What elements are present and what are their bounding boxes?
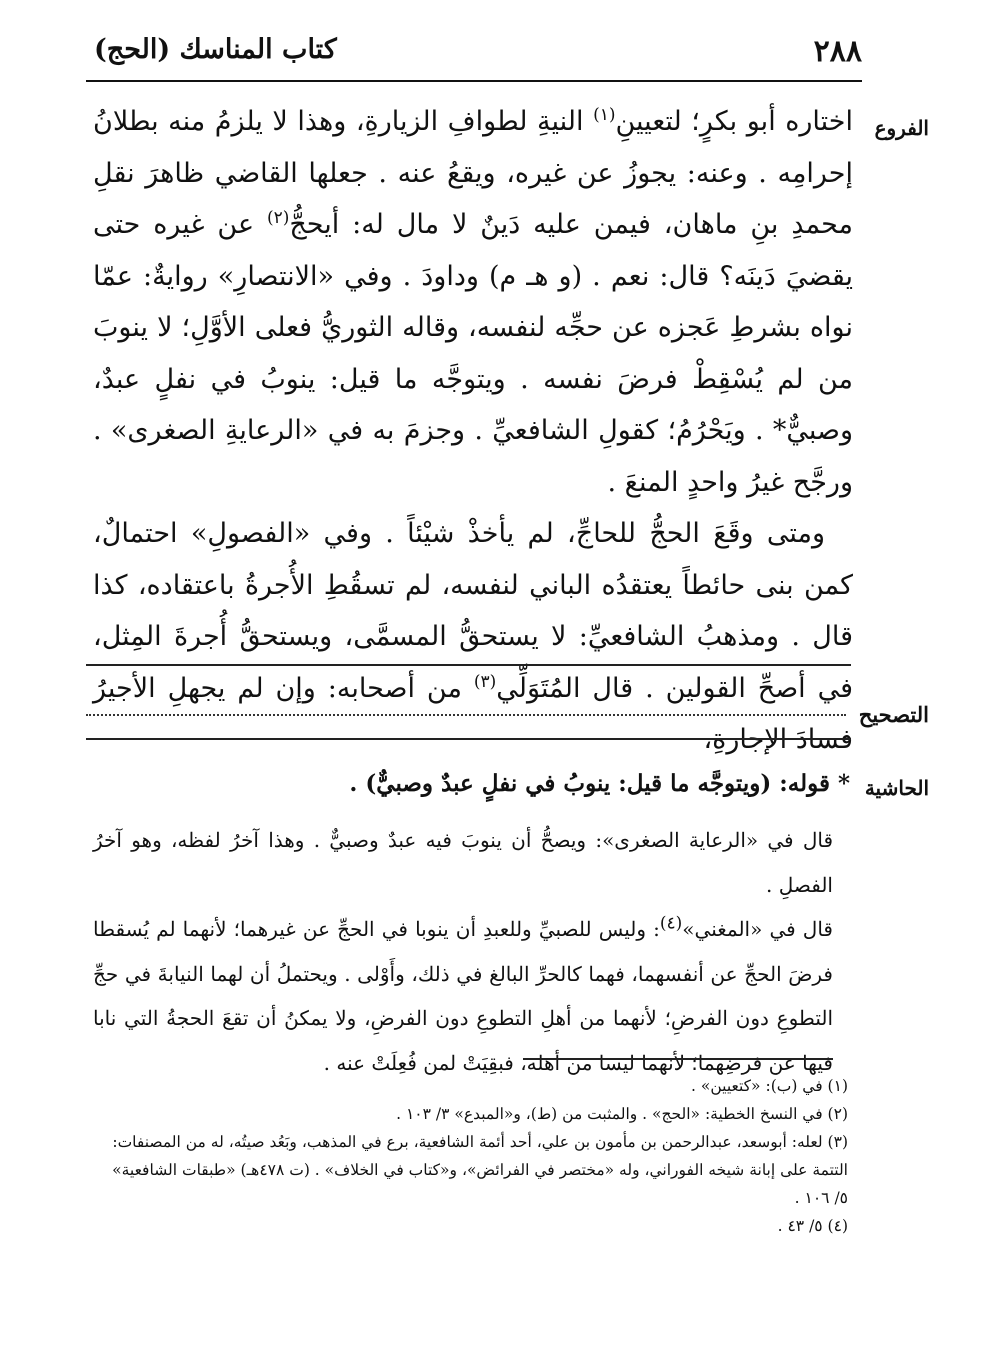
footnote-1: (١) في (ب): «كتعيين» . <box>691 1077 848 1095</box>
tashih-top-rule <box>86 664 851 666</box>
paragraph-2-part-2: من أصحابه: وإن لم يجهلِ الأجيرُ فسادَ الإجارةِ، <box>93 672 853 755</box>
tashih-dotted-line <box>86 694 846 716</box>
footnote-4: (٤) ٥/ ٤٣ . <box>777 1217 848 1235</box>
tashih-bottom-rule <box>86 738 851 740</box>
main-paragraph-1 <box>93 96 853 508</box>
hashiya-line-2-part-2: : وليس للصبيِّ وللعبدِ أن ينوبا في الحجِّ عن غيرهما؛ لأنهما لم يُسقطا فرضَ الحجِّ عن أنفسهما، فهما كالحرِّ البالغ في ذلك، وأَوْلى . ويحتملُ أن لهما النيابةَ في حجِّ التطوعِ دون الفرضِ؛ لأنهما من أهلِ التطوعِ دون الفرضِ، ولا يمكنُ أن تقعَ الحجةُ التي نابا فيها عن فرضِهما؛ لأنهما ليسا من أهله، فبقِيَتْ لمن فُعِلَتْ عنه . <box>93 917 833 1075</box>
paragraph-2-part-1: ومتى وقَعَ الحجُّ للحاجِّ، لم يأخذْ شيْئاً . وفي «الفصولِ» احتمالٌ، كمن بنى حائطاً يعتقدُه الباني لنفسه، لم تسقُطِ الأُجرةُ باعتقاده، كذا قال . ومذهبُ الشافعيِّ: لا يستحقُّ المسمَّى، ويستحقُّ أُجرةَ المِثل، في أصحِّ القولين . قال المُتَوَلِّي <box>93 518 854 704</box>
hashiya-line-2-part-1: قال في «المغني» <box>682 917 833 941</box>
footnote-3: (٣) لعله: أبوسعد، عبدالرحمن بن مأمون بن علي، أحد أئمة الشافعية، برع في المذهب، وبَعُد صيتُه، له من المصنفات: التتمة على إبانة شيخه الفوراني، وله «مختصر في الفرائض»، و«كتاب في الخلاف» . (ت ٤٧٨هـ) «طبقات الشافعية» ٥/ ١٠٦ . <box>112 1133 848 1207</box>
paragraph-1-part-1: اختاره أبو بكرٍ؛ لتعيينِ <box>615 106 853 137</box>
footnote-ref-1: (١) <box>593 105 616 125</box>
footnote-ref-4: (٤) <box>659 913 683 934</box>
page-header <box>86 26 862 82</box>
main-paragraph-2 <box>93 508 853 766</box>
running-title: كتاب المناسك (الحج) <box>94 34 337 65</box>
margin-label-tashih: التصحيح <box>858 702 929 727</box>
footnote-ref-2: (٢) <box>266 208 290 228</box>
hashiya-heading: * قوله: (ويتوجَّه ما قيل: ينوبُ في نفلٍ عبدٌ وصبيٌّ) . <box>349 770 850 797</box>
margin-label-furu: الفروع <box>874 116 929 140</box>
footnote-ref-3: (٣) <box>473 671 497 692</box>
hashiya-text <box>93 818 833 1085</box>
paragraph-1-part-3: عن غيره حتى يقضيَ دَينَه؟ قال: نعم . (و هـ م) وداودَ . وفي «الانتصارِ» روايةٌ: عمّا نواه بشرطِ عَجزه عن حجِّه لنفسه، وقاله الثوريُّ فعلى الأوَّلِ؛ لا ينوبَ من لم يُسْقِطْ فرضَ نفسه . ويتوجَّه ما قيل: ينوبُ في نفلٍ عبدٌ، وصبيٌّ* . ويَحْرُمُ؛ كقولِ الشافعيِّ . وجزمَ به في «الرعايةِ الصغرى» . ورجَّح غيرُ واحدٍ المنعَ . <box>93 209 853 498</box>
footnotes <box>108 1072 848 1240</box>
margin-label-hashiya: الحاشية <box>864 776 929 800</box>
page-number: ٢٨٨ <box>813 34 862 69</box>
footnote-rule <box>523 1058 833 1060</box>
paragraph-1-part-2: النيةِ لطوافِ الزيارةِ، وهذا لا يلزمُ منه بطلانُ إحرامِه . وعنه: يجوزُ عن غيره، ويقعُ عنه . جعلها القاضي ظاهرَ نقلِ محمدِ بنِ ماهان، فيمن عليه دَينٌ لا مال له: أيحجُّ <box>93 106 853 240</box>
hashiya-line-1: قال في «الرعاية الصغرى»: ويصحُّ أن ينوبَ فيه عبدٌ وصبيٌّ . وهذا آخرُ لفظه، وهو آخرُ الفصلِ . <box>93 828 833 897</box>
footnote-2: (٢) في النسخ الخطية: «الحج» . والمثبت من (ط)، و«المبدع» ٣/ ١٠٣ . <box>396 1105 848 1123</box>
